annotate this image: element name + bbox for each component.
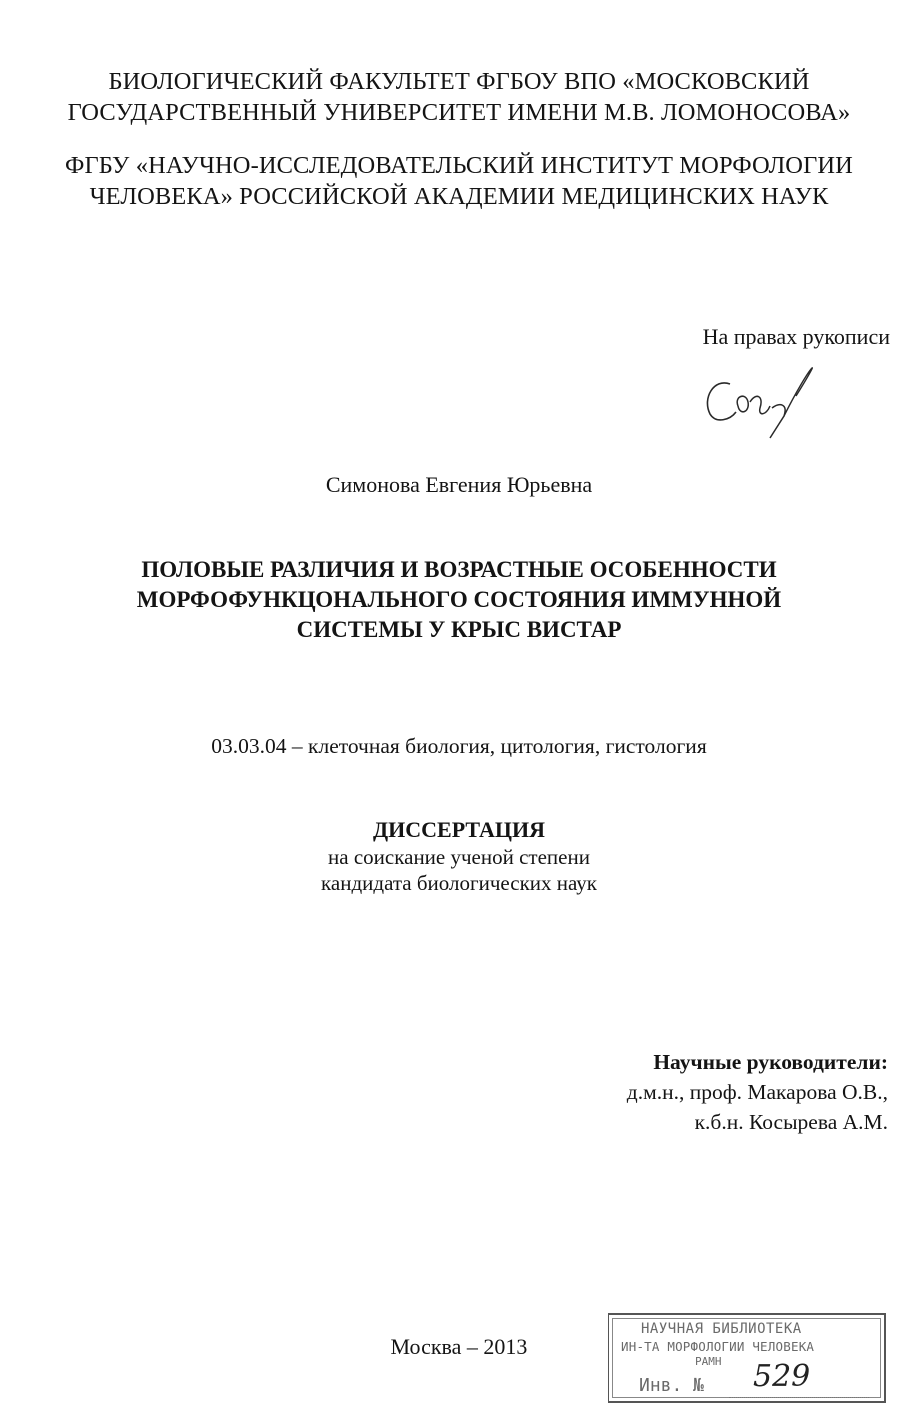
- city-year: Москва – 2013: [390, 1334, 528, 1359]
- degree-line-1: на соискание ученой степени: [328, 845, 590, 869]
- dissertation-title: [0, 555, 918, 645]
- library-stamp: [608, 1313, 886, 1403]
- institution-2-line-2: ЧЕЛОВЕКА» РОССИЙСКОЙ АКАДЕМИИ МЕДИЦИНСКИХ НАУК: [89, 183, 829, 210]
- stamp-inventory-number: 529: [753, 1359, 811, 1394]
- advisors-heading: Научные руководители:: [653, 1050, 888, 1074]
- title-line-3: СИСТЕМЫ У КРЫС ВИСТАР: [296, 617, 622, 642]
- dissertation-block: [0, 816, 918, 896]
- institution-1-line-1: БИОЛОГИЧЕСКИЙ ФАКУЛЬТЕТ ФГБОУ ВПО «МОСКОВСКИЙ: [108, 68, 810, 95]
- stamp-line-2: ИН-ТА МОРФОЛОГИИ ЧЕЛОВЕКА: [621, 1339, 815, 1354]
- author-name: Симонова Евгения Юрьевна: [325, 472, 593, 497]
- advisor-1: д.м.н., проф. Макарова О.В.,: [626, 1080, 888, 1104]
- advisors: [627, 1047, 888, 1137]
- stamp-underline: [729, 1397, 869, 1398]
- title-line-1: ПОЛОВЫЕ РАЗЛИЧИЯ И ВОЗРАСТНЫЕ ОСОБЕННОСТИ: [141, 557, 777, 582]
- manuscript-note: На правах рукописи: [702, 324, 890, 349]
- dissertation-heading: ДИССЕРТАЦИЯ: [373, 817, 545, 842]
- handwritten-signature: [700, 362, 820, 440]
- degree-line-2: кандидата биологических наук: [321, 871, 597, 895]
- institution-2-line-1: ФГБУ «НАУЧНО-ИССЛЕДОВАТЕЛЬСКИЙ ИНСТИТУТ МОРФОЛОГИИ: [65, 152, 853, 179]
- stamp-inventory-label: Инв. №: [639, 1375, 705, 1396]
- stamp-line-3: РАМН: [695, 1355, 722, 1368]
- institution-1: [0, 66, 918, 128]
- specialty: 03.03.04 – клеточная биология, цитология, гистология: [211, 734, 707, 758]
- title-line-2: МОРФОФУНКЦОНАЛЬНОГО СОСТОЯНИЯ ИММУННОЙ: [136, 587, 782, 612]
- stamp-line-1: НАУЧНАЯ БИБЛИОТЕКА: [641, 1321, 802, 1337]
- advisor-2: к.б.н. Косырева А.М.: [694, 1110, 888, 1134]
- institution-1-line-2: ГОСУДАРСТВЕННЫЙ УНИВЕРСИТЕТ ИМЕНИ М.В. ЛОМОНОСОВА»: [67, 99, 851, 126]
- institution-2: [0, 150, 918, 212]
- stamp-inner-border: [612, 1318, 881, 1398]
